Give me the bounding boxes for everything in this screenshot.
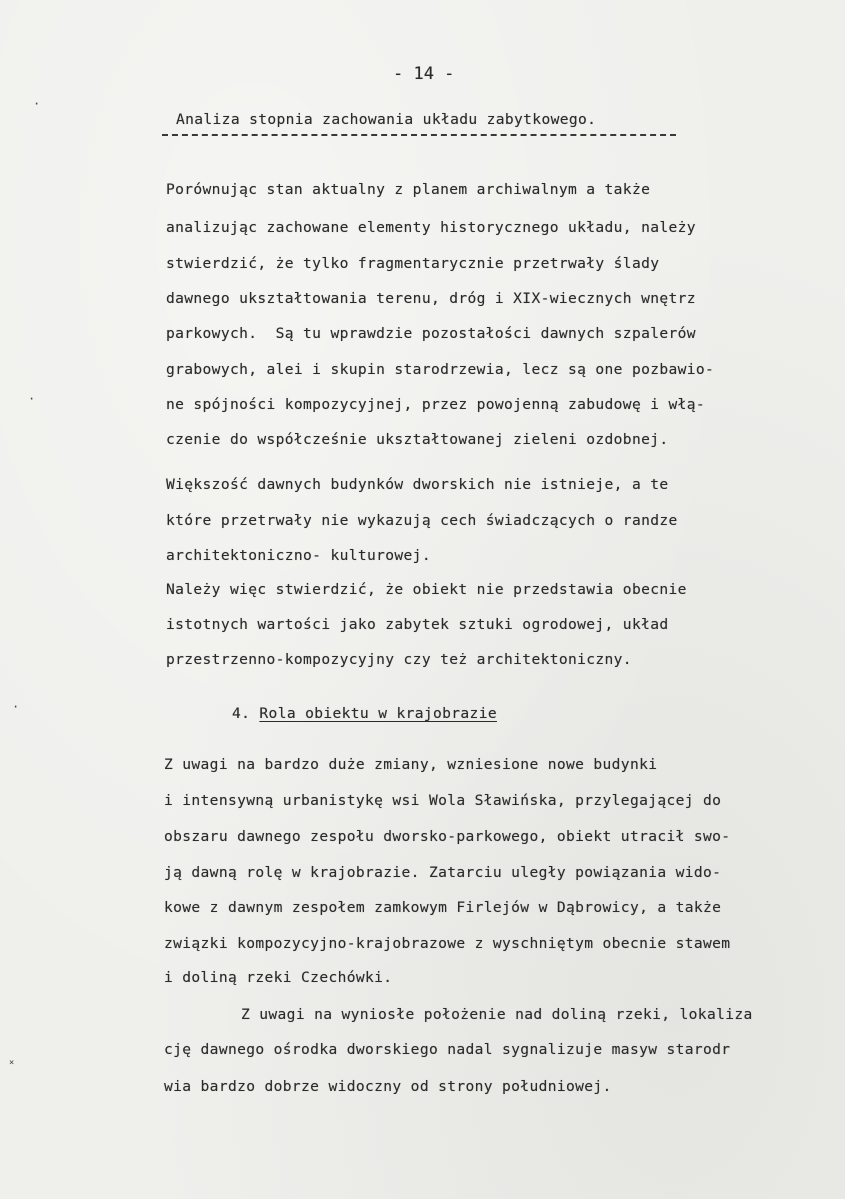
margin-speck: ˟ [8,1058,16,1072]
paragraph-line: ją dawną rolę w krajobrazie. Zatarciu uległy powiązania wido- [164,864,722,881]
margin-speck: · [12,700,20,714]
paragraph-line: Z uwagi na wyniosłe położenie nad doliną rzeki, lokaliza [241,1006,753,1023]
paragraph-line: Porównując stan aktualny z planem archiwalnym a także [166,181,651,198]
margin-speck: · [28,392,36,406]
section-title: Rola obiektu w krajobrazie [259,705,497,722]
paragraph-line: parkowych. Są tu wprawdzie pozostałości dawnych szpalerów [166,325,696,342]
paragraph-line: grabowych, alei i skupin starodrzewia, lecz są one pozbawio- [166,361,715,378]
paragraph-line: Większość dawnych budynków dworskich nie istnieje, a te [166,476,669,493]
heading-dashed-underline [162,134,676,136]
paragraph-line: przestrzenno-kompozycyjny czy też architektoniczny. [166,651,632,668]
paragraph-line: istotnych wartości jako zabytek sztuki ogrodowej, układ [166,616,669,633]
paragraph-line: stwierdzić, że tylko fragmentarycznie przetrwały ślady [166,255,660,272]
paragraph-line: i intensywną urbanistykę wsi Wola Sławińska, przylegającej do [164,792,722,809]
paragraph-line: architektoniczno- kulturowej. [166,547,431,564]
section-4-heading [232,705,497,723]
paragraph-line: dawnego ukształtowania terenu, dróg i XIX-wiecznych wnętrz [166,290,696,307]
paragraph-line: wia bardzo dobrze widoczny od strony południowej. [164,1078,612,1095]
paragraph-line: analizując zachowane elementy historycznego układu, należy [166,219,696,236]
paragraph-line: kowe z dawnym zespołem zamkowym Firlejów w Dąbrowicy, a także [164,899,722,916]
paragraph-line: cję dawnego ośrodka dworskiego nadal sygnalizuje masyw starodr [164,1041,731,1058]
section-heading: Analiza stopnia zachowania układu zabytkowego. [176,111,597,128]
paragraph-line: Należy więc stwierdzić, że obiekt nie przedstawia obecnie [166,581,687,598]
paragraph-line: związki kompozycyjno-krajobrazowe z wyschniętym obecnie stawem [164,935,731,952]
paragraph-line: ne spójności kompozycyjnej, przez powojenną zabudowę i włą- [166,396,706,413]
paragraph-line: obszaru dawnego zespołu dworsko-parkowego, obiekt utracił swo- [164,828,731,845]
paragraph-line: czenie do współcześnie ukształtowanej zieleni ozdobnej. [166,431,669,448]
page-number: - 14 - [393,64,455,84]
section-number: 4. [232,705,251,722]
paragraph-line: Z uwagi na bardzo duże zmiany, wzniesione nowe budynki [164,756,658,773]
paragraph-line: które przetrwały nie wykazują cech świadczących o randze [166,512,678,529]
margin-speck: · [33,97,41,111]
paragraph-line: i doliną rzeki Czechówki. [164,969,393,986]
